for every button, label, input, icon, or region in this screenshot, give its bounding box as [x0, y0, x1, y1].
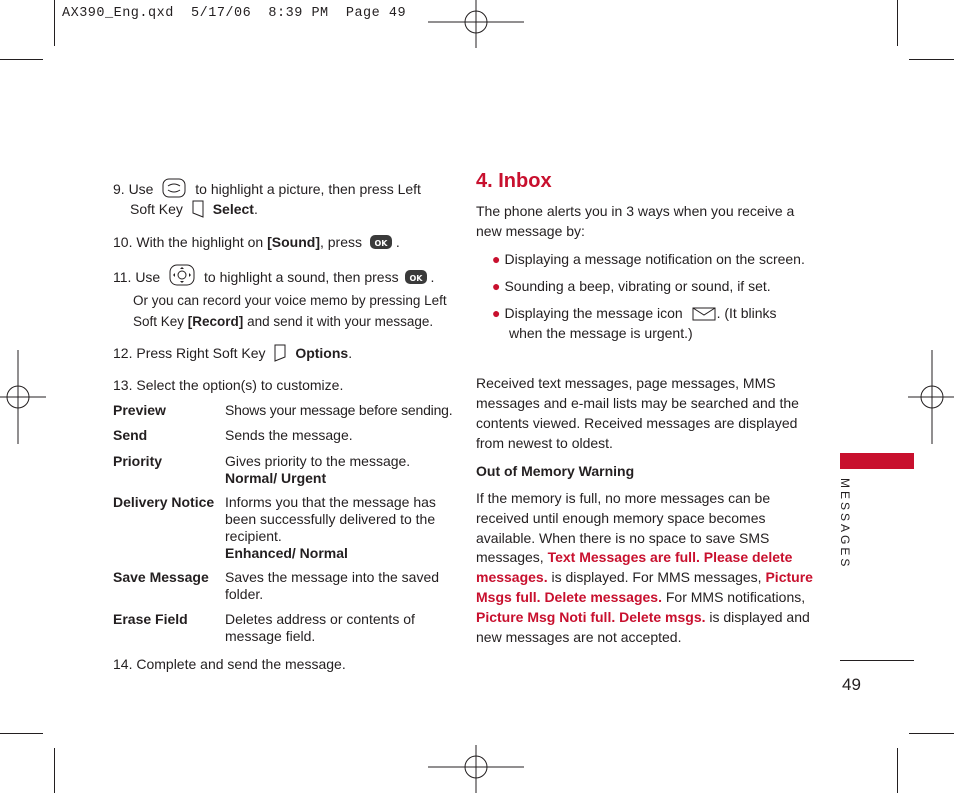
svg-text:OK: OK: [374, 239, 388, 248]
envelope-icon: [692, 306, 716, 322]
crop-mark: [897, 748, 898, 793]
option-desc: message field.: [225, 628, 316, 644]
option-name: Save Message: [113, 569, 209, 585]
registration-mark-icon: [428, 0, 524, 48]
list-item: ● Displaying the message icon . (It blinks when the message is urgent.): [492, 305, 777, 341]
registration-mark-icon: [0, 350, 46, 444]
option-desc: been successfully delivered to the: [225, 511, 436, 527]
option-name: Delivery Notice: [113, 494, 215, 510]
subheading: Out of Memory Warning: [476, 463, 635, 479]
step-text: 9. Use: [113, 181, 154, 197]
select-label: Select: [212, 201, 254, 217]
crop-mark: [909, 59, 954, 60]
option-desc: recipient.: [225, 528, 282, 544]
page-number-rule: [840, 660, 914, 661]
option-name: Priority: [113, 453, 163, 469]
step-9: 9. Use to highlight a picture, then press Left Soft Key Select.: [113, 178, 453, 219]
option-name: Erase Field: [113, 611, 188, 627]
step-11: 11. Use to highlight a sound, then press OK .: [113, 264, 453, 287]
step-11-note: Or you can record your voice memo by pressing Left Soft Key [Record] and send it with your message.: [133, 293, 447, 329]
crop-mark: [54, 748, 55, 793]
svg-text:OK: OK: [409, 274, 423, 283]
memory-warning-paragraph: If the memory is full, no more messages can be received until enough memory space becomes available. When there is no space to save SMS messages, Text Messages are full. Please delete messages. is displayed. For MMS messages, Picture Msgs full. Delete messages. For MMS notifications, Picture Msg Noti full. Delete msgs. is displayed and new messages are not accepted.: [476, 490, 813, 645]
crop-mark: [0, 59, 43, 60]
step-text: Soft Key: [130, 201, 183, 217]
record-label: [Record]: [187, 314, 244, 329]
crop-mark: [909, 733, 954, 734]
list-item: ● Displaying a message notification on the screen.: [492, 251, 805, 267]
crop-mark: [897, 0, 898, 46]
step-14: 14. Complete and send the message.: [113, 656, 346, 672]
search-paragraph: Received text messages, page messages, MMS messages and e-mail lists may be searched and the contents viewed. Received messages are displayed from newest to oldest.: [476, 375, 799, 451]
sound-label: [Sound]: [267, 234, 320, 250]
option-desc: Sends the message.: [225, 427, 353, 443]
option-name: Send: [113, 427, 148, 443]
print-slug: AX390_Eng.qxd 5/17/06 8:39 PM Page 49: [62, 6, 407, 21]
options-label: Options: [295, 345, 349, 361]
nav-key-icon: [161, 178, 187, 198]
crop-mark: [54, 0, 55, 46]
option-desc: Saves the message into the saved: [225, 569, 440, 585]
page-number: 49: [842, 675, 861, 694]
option-values: Normal/ Urgent: [225, 470, 327, 486]
registration-mark-icon: [908, 350, 954, 444]
crop-mark: [0, 733, 43, 734]
section-tab-label: MESSAGES: [838, 478, 852, 570]
option-desc: Deletes address or contents of: [225, 611, 415, 627]
intro-paragraph: The phone alerts you in 3 ways when you receive a new message by:: [476, 203, 795, 239]
step-12: 12. Press Right Soft Key Options.: [113, 345, 353, 361]
ok-key-icon: [404, 268, 428, 286]
section-tab-bar: [840, 453, 914, 469]
option-desc: Gives priority to the message.: [225, 453, 411, 469]
step-13: 13. Select the option(s) to customize.: [113, 377, 344, 393]
soft-key-icon: [190, 200, 206, 218]
option-desc: Informs you that the message has: [225, 494, 436, 510]
ok-key-icon: [369, 233, 393, 251]
step-text: to highlight a picture, then press Left: [195, 181, 421, 197]
nav-key-icon: [168, 264, 196, 286]
option-values: Enhanced/ Normal: [225, 545, 348, 561]
option-desc: Shows your message before sending.: [225, 402, 453, 418]
alert-list: [492, 249, 822, 343]
option-desc: folder.: [225, 586, 264, 602]
list-item: ● Sounding a beep, vibrating or sound, if set.: [492, 278, 771, 294]
option-name: Preview: [113, 402, 166, 418]
registration-mark-icon: [428, 745, 524, 793]
step-10: 10. With the highlight on [Sound], press OK .: [113, 234, 400, 250]
section-heading: 4. Inbox: [476, 170, 552, 192]
soft-key-icon: [272, 344, 288, 362]
